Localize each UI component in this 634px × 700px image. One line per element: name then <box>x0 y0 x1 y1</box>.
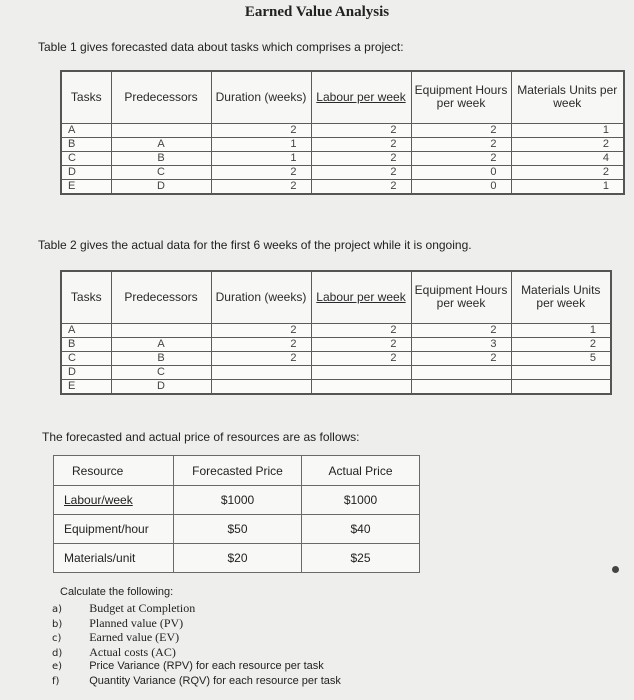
table-cell: 2 <box>411 123 511 137</box>
table2-header: Predecessors <box>111 271 211 323</box>
question-text: Budget at Completion <box>89 601 196 615</box>
table2-header-row <box>61 271 611 323</box>
table-cell: 2 <box>211 165 311 179</box>
table-row <box>61 337 611 351</box>
table-cell: 1 <box>511 179 624 194</box>
table-cell <box>411 365 511 379</box>
table-row <box>54 544 420 573</box>
table-cell: 2 <box>211 123 311 137</box>
table-row <box>54 486 420 515</box>
table-cell: 2 <box>411 323 511 337</box>
table-cell: 4 <box>511 151 624 165</box>
table-row <box>61 123 624 137</box>
table-cell: 1 <box>211 137 311 151</box>
list-item <box>52 645 341 660</box>
actual-price: $1000 <box>302 486 420 515</box>
table1-header: Equipment Hours per week <box>411 71 511 123</box>
table-row <box>54 515 420 544</box>
table-cell: 2 <box>311 123 411 137</box>
table-cell: 2 <box>511 337 611 351</box>
table-cell: E <box>61 379 111 394</box>
table2-header: Duration (weeks) <box>211 271 311 323</box>
list-item <box>52 674 341 689</box>
table-cell <box>111 123 211 137</box>
list-item <box>52 601 341 616</box>
table-cell: E <box>61 179 111 194</box>
question-label: e) <box>52 661 63 672</box>
table-cell: C <box>111 365 211 379</box>
resource-header: Actual Price <box>302 456 420 486</box>
table-cell: 5 <box>511 351 611 365</box>
table-cell: 2 <box>311 151 411 165</box>
forecast-price: $50 <box>174 515 302 544</box>
list-item <box>52 659 341 674</box>
table-row <box>61 137 624 151</box>
resource-header: Resource <box>54 456 174 486</box>
resource-name: Labour/week <box>54 486 174 515</box>
question-label: d) <box>52 647 63 659</box>
table-cell: 0 <box>411 165 511 179</box>
list-item <box>52 630 341 645</box>
table-cell: D <box>61 365 111 379</box>
table-cell: 2 <box>511 165 624 179</box>
table-cell: 2 <box>311 165 411 179</box>
table-cell: C <box>61 151 111 165</box>
table-cell <box>311 379 411 394</box>
table-row <box>61 365 611 379</box>
bullet-dot <box>612 566 619 573</box>
question-text: Actual costs (AC) <box>89 644 176 659</box>
table-cell: 2 <box>311 351 411 365</box>
table1-header: Materials Units per week <box>511 71 624 123</box>
table-row <box>61 323 611 337</box>
table-cell <box>511 365 611 379</box>
table-cell: 2 <box>511 137 624 151</box>
table-cell: 2 <box>311 337 411 351</box>
question-text: Planned value (PV) <box>89 615 184 630</box>
table-cell: 2 <box>411 351 511 365</box>
table-cell: 1 <box>511 323 611 337</box>
table-cell: 2 <box>211 179 311 194</box>
table2-actual <box>60 270 612 395</box>
resource-name: Materials/unit <box>54 544 174 573</box>
table-cell <box>511 379 611 394</box>
table-cell: 2 <box>411 151 511 165</box>
list-item <box>52 616 341 631</box>
table1-intro: Table 1 gives forecasted data about tasks which comprises a project: <box>38 40 404 54</box>
actual-price: $25 <box>302 544 420 573</box>
table-cell: B <box>111 151 211 165</box>
table1-header: Predecessors <box>111 71 211 123</box>
question-text: Quantity Variance (RQV) for each resource per task <box>89 674 341 687</box>
table-row <box>61 379 611 394</box>
table-cell <box>111 323 211 337</box>
table-cell <box>211 365 311 379</box>
table-cell: A <box>61 123 111 137</box>
table2-header: Labour per week <box>311 271 411 323</box>
table-cell: D <box>111 379 211 394</box>
table-row <box>61 351 611 365</box>
forecast-price: $1000 <box>174 486 302 515</box>
table-row <box>61 165 624 179</box>
table-cell: 2 <box>411 137 511 151</box>
question-text: Price Variance (RPV) for each resource per task <box>89 660 324 672</box>
table-cell: 1 <box>211 151 311 165</box>
table1-header-row <box>61 71 624 123</box>
table-cell <box>211 379 311 394</box>
resources-intro: The forecasted and actual price of resources are as follows: <box>42 430 360 444</box>
resource-price-table <box>53 455 420 573</box>
table-cell: D <box>111 179 211 194</box>
table-cell: 2 <box>211 351 311 365</box>
table-cell: 0 <box>411 179 511 194</box>
table-cell: 2 <box>211 337 311 351</box>
table-cell: 2 <box>311 179 411 194</box>
forecast-price: $20 <box>174 544 302 573</box>
resource-header: Forecasted Price <box>174 456 302 486</box>
table-cell: A <box>111 337 211 351</box>
table1-forecast <box>60 70 625 195</box>
page-title: Earned Value Analysis <box>244 4 390 20</box>
table-cell: 2 <box>311 137 411 151</box>
resource-name: Equipment/hour <box>54 515 174 544</box>
table1-header: Labour per week <box>311 71 411 123</box>
table-cell: D <box>61 165 111 179</box>
actual-price: $40 <box>302 515 420 544</box>
table-cell: A <box>111 137 211 151</box>
table2-intro: Table 2 gives the actual data for the first 6 weeks of the project while it is ongoing. <box>38 238 472 252</box>
table-row <box>61 179 624 194</box>
table-cell: A <box>61 323 111 337</box>
question-text: Earned value (EV) <box>89 630 180 644</box>
table-cell: B <box>61 337 111 351</box>
table-row <box>61 151 624 165</box>
table1-header: Duration (weeks) <box>211 71 311 123</box>
calculate-intro: Calculate the following: <box>60 586 174 598</box>
table-cell: 2 <box>311 323 411 337</box>
question-label: c) <box>52 633 62 644</box>
table1-header: Tasks <box>61 71 111 123</box>
table2-header: Equipment Hours per week <box>411 271 511 323</box>
table2-header: Tasks <box>61 271 111 323</box>
question-label: b) <box>52 618 63 630</box>
table-cell: 3 <box>411 337 511 351</box>
table-cell <box>411 379 511 394</box>
question-list <box>52 601 341 688</box>
resource-header-row <box>54 456 420 486</box>
table2-header: Materials Units per week <box>511 271 611 323</box>
table-cell: C <box>111 165 211 179</box>
table-cell: 1 <box>511 123 624 137</box>
question-label: a) <box>52 604 63 615</box>
question-label: f) <box>52 675 60 687</box>
table-cell: 2 <box>211 323 311 337</box>
table-cell <box>311 365 411 379</box>
table-cell: B <box>111 351 211 365</box>
table-cell: C <box>61 351 111 365</box>
table-cell: B <box>61 137 111 151</box>
